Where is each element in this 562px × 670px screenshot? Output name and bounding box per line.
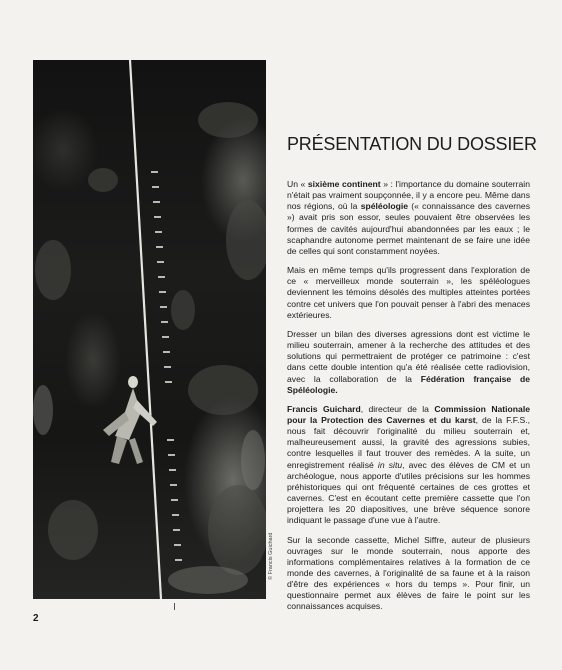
paragraph-1-run: » : l'importance du domaine souterrain n'était pas vraiment soupçonnée, il y a encore peu. Même dans nos régions, où la [287,179,530,212]
paragraph-1-run: sixième continent [307,179,381,189]
paragraph-4-run: in situ [377,459,403,470]
paragraph-2-run: Mais en même temps qu'ils progressent dans l'exploration de ce « merveilleux monde souterrain », les spéléologues deviennent les témoins désolés des multiples atteintes portées contre cet univers que l'on pouvait penser à l'abri des menaces extérieures. [287,265,530,320]
paragraph-5 [287,535,530,613]
paragraph-4-run: Commission Nationale pour la Protection des Cavernes et du karst [287,403,531,425]
paragraph-1-run: (« connaissance des cavernes ») avait pris son essor, seules pouvaient être observées les formes de cavités aujourd'hui abandonnées par les eaux ; le scaphandre autonome permet maintenant de se faire une idée de celles qui sont constamment noyées. [287,201,530,256]
paragraph-2 [287,265,530,321]
cave-photo [33,60,266,599]
paragraph-3-run: Dresser un bilan des diverses agressions dont est victime le milieu souterrain, amener à la recherche des attitudes et des solutions qui permettraient de protéger ce patrimoine : c'est dans cette double intention qu'a été réalisée cette radiovision, avec la collaboration de la [287,328,530,384]
page-number: 2 [33,613,39,624]
paragraph-3-run: Fédération française de Spéléologie. [287,373,530,395]
paragraph-1-run: Un « [287,179,308,189]
paragraph-4 [287,404,530,527]
paragraph-5-run: Sur la seconde cassette, Michel Siffre, auteur de plusieurs ouvrages sur le monde souterrain, nous apporte des informations complémentaires relatives à la formation de ce monde des cavernes, à l'originalité de sa faune et à la raison d'être des expériences « hors du temps ». Pour finir, un questionnaire permet aux élèves de faire le point sur les connaissances acquises. [287,534,530,612]
photo-credit: © Francis Guichard [268,532,274,580]
paragraph-1-run: spéléologie [360,201,409,212]
fold-mark [174,603,175,610]
cave-photo-drawing [33,60,266,599]
paragraph-4-run: , directeur de la [360,403,435,414]
paragraph-4-run: , de la F.F.S., nous fait découvrir l'originalité du milieu souterrain et, malheureusement aussi, la gravité des agressions subies, contre lesquelles il faut trouver des remèdes. A la suite, un enregistrement réalisé [287,414,530,470]
paragraph-4-run: , avec des élèves de CM et un archéologue, nous apporte d'utiles précisions sur les hommes préhistoriques qui ont fréquenté certaines de ces grottes et cavernes. C'est en écoutant cette première cassette que l'on projettera les 20 diapositives, une brève séquence sonore indiquant le passage d'une vue à l'autre. [287,459,530,526]
article-body [287,179,530,621]
paragraph-1 [287,179,530,257]
page-title: PRÉSENTATION DU DOSSIER [287,134,537,154]
paragraph-3 [287,329,530,396]
paragraph-4-run: Francis Guichard [287,403,361,414]
